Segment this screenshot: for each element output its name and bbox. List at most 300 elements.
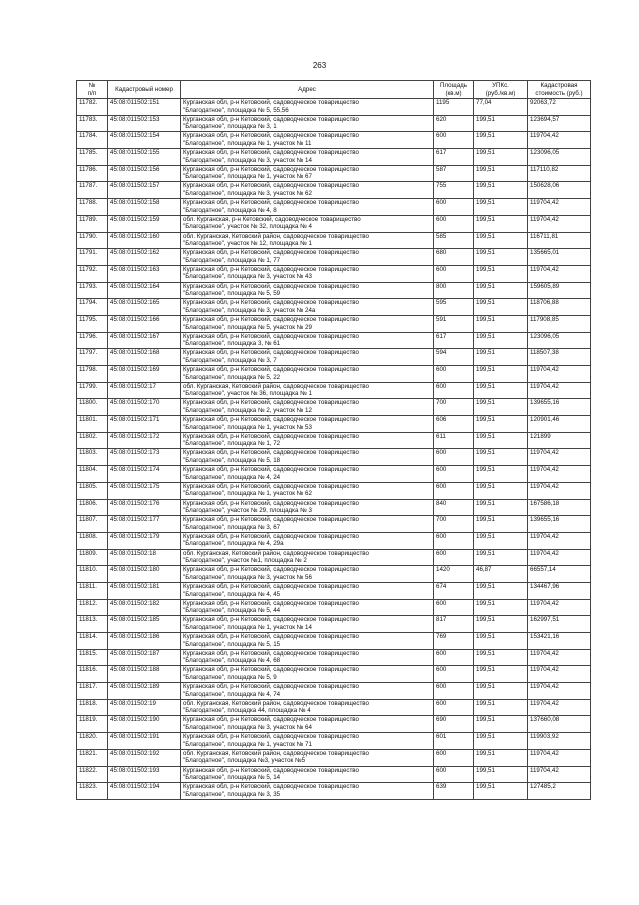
upks-cell: 199,51 <box>474 699 528 716</box>
area-cell: 690 <box>434 716 474 733</box>
upks-cell: 199,51 <box>474 582 528 599</box>
cadastral-number-cell: 45:08:011502:165 <box>108 299 181 316</box>
table-row <box>77 683 591 700</box>
cadastral-cost-cell: 167586,18 <box>528 499 591 516</box>
cadastral-cost-cell: 119704,42 <box>528 699 591 716</box>
address-cell: обл. Курганская, Кетовский район, садоводческое товарищество "Благодатное", площадка 44, площадка № 4 <box>181 699 434 716</box>
row-number-cell: 11801. <box>77 416 108 433</box>
table-row <box>77 499 591 516</box>
address-cell: Курганская обл, р-н Кетовский, садоводческое товарищество "Благодатное", площадка № 3, участок № 64 <box>181 716 434 733</box>
area-cell: 700 <box>434 399 474 416</box>
cadastral-number-cell: 45:08:011502:191 <box>108 733 181 750</box>
row-number-cell: 11815. <box>77 649 108 666</box>
address-cell: Курганская обл, р-н Кетовский, садоводческое товарищество "Благодатное", площадка № 1, участок № 71 <box>181 733 434 750</box>
row-number-cell: 11816. <box>77 666 108 683</box>
table-row <box>77 132 591 149</box>
row-number-cell: 11819. <box>77 716 108 733</box>
upks-cell: 199,51 <box>474 149 528 166</box>
area-cell: 600 <box>434 699 474 716</box>
row-number-cell: 11792. <box>77 265 108 282</box>
upks-cell: 199,51 <box>474 315 528 332</box>
address-cell: обл. Курганская, р-н Кетовский, садоводческое товарищество "Благодатное", участок № 32, площадка № 4 <box>181 215 434 232</box>
row-number-cell: 11793. <box>77 282 108 299</box>
cadastral-cost-cell: 119903,92 <box>528 733 591 750</box>
table-row <box>77 616 591 633</box>
address-cell: Курганская обл, р-н Кетовский, садоводческое товарищество "Благодатное", площадка № 5, 22 <box>181 366 434 383</box>
table-row <box>77 299 591 316</box>
address-cell: обл. Курганская, Кетовский район, садоводческое товарищество "Благодатное", участок № 12, площадка № 1 <box>181 232 434 249</box>
row-number-cell: 11794. <box>77 299 108 316</box>
table-row <box>77 482 591 499</box>
row-number-cell: 11786. <box>77 165 108 182</box>
upks-cell: 199,51 <box>474 516 528 533</box>
upks-cell: 199,51 <box>474 666 528 683</box>
cadastral-number-cell: 45:08:011502:170 <box>108 399 181 416</box>
table-row <box>77 432 591 449</box>
upks-cell: 199,51 <box>474 733 528 750</box>
table-row <box>77 215 591 232</box>
table-row <box>77 532 591 549</box>
area-cell: 594 <box>434 349 474 366</box>
cadastral-cost-cell: 159605,89 <box>528 282 591 299</box>
address-cell: Курганская обл, р-н Кетовский, садоводческое товарищество "Благодатное", площадка № 5, 44 <box>181 599 434 616</box>
table-row <box>77 265 591 282</box>
cadastral-number-cell: 45:08:011502:153 <box>108 115 181 132</box>
area-cell: 587 <box>434 165 474 182</box>
table-row <box>77 516 591 533</box>
upks-cell: 199,51 <box>474 482 528 499</box>
cadastral-cost-cell: 119704,42 <box>528 532 591 549</box>
address-cell: Курганская обл, р-н Кетовский, садоводческое товарищество "Благодатное", площадка № 1, участок № 14 <box>181 616 434 633</box>
row-number-cell: 11823. <box>77 783 108 800</box>
row-number-cell: 11809. <box>77 549 108 566</box>
header-area: Площадь (кв.м) <box>434 81 474 99</box>
cadastral-cost-cell: 127485,2 <box>528 783 591 800</box>
upks-cell: 199,51 <box>474 115 528 132</box>
table-body <box>77 99 591 800</box>
row-number-cell: 11814. <box>77 633 108 650</box>
cadastral-number-cell: 45:08:011502:182 <box>108 599 181 616</box>
area-cell: 600 <box>434 466 474 483</box>
header-cost: Кадастровая стоимость (руб.) <box>528 81 591 99</box>
address-cell: Курганская обл, р-н Кетовский, садоводческое товарищество "Благодатное", площадка № 1, 72 <box>181 432 434 449</box>
row-number-cell: 11811. <box>77 582 108 599</box>
cadastral-cost-cell: 119704,42 <box>528 683 591 700</box>
row-number-cell: 11803. <box>77 449 108 466</box>
cadastral-cost-cell: 117908,85 <box>528 315 591 332</box>
page-number: 263 <box>312 61 327 70</box>
area-cell: 600 <box>434 449 474 466</box>
cadastral-number-cell: 45:08:011502:192 <box>108 749 181 766</box>
area-cell: 600 <box>434 199 474 216</box>
row-number-cell: 11802. <box>77 432 108 449</box>
cadastral-number-cell: 45:08:011502:155 <box>108 149 181 166</box>
upks-cell: 199,51 <box>474 499 528 516</box>
cadastral-number-cell: 45:08:011502:164 <box>108 282 181 299</box>
upks-cell: 199,51 <box>474 382 528 399</box>
address-cell: Курганская обл, р-н Кетовский, садоводческое товарищество "Благодатное", площадка № 4, 29а <box>181 532 434 549</box>
table-row <box>77 99 591 116</box>
cadastral-number-cell: 45:08:011502:188 <box>108 666 181 683</box>
address-cell: Курганская обл, р-н Кетовский, садоводческое товарищество "Благодатное", площадка № 4, 8 <box>181 199 434 216</box>
table-row <box>77 115 591 132</box>
cadastral-cost-cell: 117110,82 <box>528 165 591 182</box>
address-cell: Курганская обл, р-н Кетовский, садоводческое товарищество "Благодатное", участок № 29, площадка № 3 <box>181 499 434 516</box>
table-row <box>77 549 591 566</box>
address-cell: Курганская обл, р-н Кетовский, садоводческое товарищество "Благодатное", площадка № 4, 68 <box>181 649 434 666</box>
area-cell: 800 <box>434 282 474 299</box>
row-number-cell: 11784. <box>77 132 108 149</box>
table-row <box>77 599 591 616</box>
cadastral-cost-cell: 123096,05 <box>528 332 591 349</box>
upks-cell: 199,51 <box>474 282 528 299</box>
cadastral-number-cell: 45:08:011502:158 <box>108 199 181 216</box>
cadastral-cost-cell: 118507,38 <box>528 349 591 366</box>
cadastral-number-cell: 45:08:011502:167 <box>108 332 181 349</box>
area-cell: 617 <box>434 149 474 166</box>
upks-cell: 199,51 <box>474 783 528 800</box>
row-number-cell: 11795. <box>77 315 108 332</box>
area-cell: 674 <box>434 582 474 599</box>
area-cell: 620 <box>434 115 474 132</box>
area-cell: 600 <box>434 549 474 566</box>
cadastral-cost-cell: 139655,16 <box>528 399 591 416</box>
cadastral-number-cell: 45:08:011502:157 <box>108 182 181 199</box>
address-cell: Курганская обл, р-н Кетовский, садоводческое товарищество "Благодатное", площадка № 4, 45 <box>181 582 434 599</box>
address-cell: Курганская обл, р-н Кетовский, садоводческое товарищество "Благодатное", площадка № 3, 1 <box>181 115 434 132</box>
upks-cell: 199,51 <box>474 532 528 549</box>
table-row <box>77 182 591 199</box>
table-row <box>77 366 591 383</box>
upks-cell: 199,51 <box>474 349 528 366</box>
cadastral-cost-cell: 134467,96 <box>528 582 591 599</box>
cadastral-number-cell: 45:08:011502:194 <box>108 783 181 800</box>
area-cell: 600 <box>434 599 474 616</box>
area-cell: 769 <box>434 633 474 650</box>
table-row <box>77 416 591 433</box>
cadastral-number-cell: 45:08:011502:189 <box>108 683 181 700</box>
upks-cell: 199,51 <box>474 649 528 666</box>
row-number-cell: 11789. <box>77 215 108 232</box>
address-cell: Курганская обл, р-н Кетовский, садоводческое товарищество "Благодатное", площадка № 1, участок № 53 <box>181 416 434 433</box>
address-cell: Курганская обл, р-н Кетовский, садоводческое товарищество "Благодатное", площадка № 3, 35 <box>181 783 434 800</box>
row-number-cell: 11821. <box>77 749 108 766</box>
area-cell: 680 <box>434 249 474 266</box>
address-cell: Курганская обл, р-н Кетовский, садоводческое товарищество "Благодатное", площадка № 5, участок № 29 <box>181 315 434 332</box>
area-cell: 817 <box>434 616 474 633</box>
cadastral-cost-cell: 119704,42 <box>528 749 591 766</box>
cadastral-cost-cell: 66557,14 <box>528 566 591 583</box>
table-row <box>77 232 591 249</box>
cadastral-number-cell: 45:08:011502:17 <box>108 382 181 399</box>
upks-cell: 199,51 <box>474 432 528 449</box>
area-cell: 600 <box>434 132 474 149</box>
row-number-cell: 11796. <box>77 332 108 349</box>
cadastral-cost-cell: 119704,42 <box>528 649 591 666</box>
upks-cell: 199,51 <box>474 416 528 433</box>
row-number-cell: 11787. <box>77 182 108 199</box>
table-row <box>77 716 591 733</box>
area-cell: 606 <box>434 416 474 433</box>
cadastral-number-cell: 45:08:011502:154 <box>108 132 181 149</box>
upks-cell: 199,51 <box>474 616 528 633</box>
area-cell: 600 <box>434 482 474 499</box>
address-cell: Курганская обл, р-н Кетовский, садоводческое товарищество "Благодатное", площадка № 5, 9 <box>181 666 434 683</box>
area-cell: 600 <box>434 215 474 232</box>
area-cell: 1195 <box>434 99 474 116</box>
cadastral-number-cell: 45:08:011502:19 <box>108 699 181 716</box>
area-cell: 600 <box>434 749 474 766</box>
cadastral-number-cell: 45:08:011502:181 <box>108 582 181 599</box>
cadastral-cost-cell: 119704,42 <box>528 766 591 783</box>
address-cell: Курганская обл, р-н Кетовский, садоводческое товарищество "Благодатное", площадка № 3, участок № 56 <box>181 566 434 583</box>
table-row <box>77 332 591 349</box>
cadastral-cost-cell: 119704,42 <box>528 466 591 483</box>
cadastral-number-cell: 45:08:011502:166 <box>108 315 181 332</box>
row-number-cell: 11813. <box>77 616 108 633</box>
header-cadastral: Кадастровый номер <box>108 81 181 99</box>
area-cell: 600 <box>434 649 474 666</box>
table-row <box>77 349 591 366</box>
cadastral-cost-cell: 137660,08 <box>528 716 591 733</box>
upks-cell: 199,51 <box>474 215 528 232</box>
upks-cell: 199,51 <box>474 366 528 383</box>
upks-cell: 199,51 <box>474 165 528 182</box>
cadastral-number-cell: 45:08:011502:169 <box>108 366 181 383</box>
area-cell: 600 <box>434 382 474 399</box>
area-cell: 585 <box>434 232 474 249</box>
address-cell: Курганская обл, р-н Кетовский, садоводческое товарищество "Благодатное", площадка № 3, участок № 62 <box>181 182 434 199</box>
cadastral-cost-cell: 162997,51 <box>528 616 591 633</box>
row-number-cell: 11818. <box>77 699 108 716</box>
upks-cell: 199,51 <box>474 232 528 249</box>
cadastral-number-cell: 45:08:011502:156 <box>108 165 181 182</box>
cadastral-cost-cell: 119704,42 <box>528 482 591 499</box>
cadastral-number-cell: 45:08:011502:162 <box>108 249 181 266</box>
cadastral-cost-cell: 119704,42 <box>528 666 591 683</box>
cadastral-number-cell: 45:08:011502:18 <box>108 549 181 566</box>
address-cell: Курганская обл, р-н Кетовский, садоводческое товарищество "Благодатное", площадка № 3, участок № 24а <box>181 299 434 316</box>
area-cell: 755 <box>434 182 474 199</box>
cadastral-cost-cell: 116711,81 <box>528 232 591 249</box>
table-header-row <box>77 81 591 99</box>
row-number-cell: 11820. <box>77 733 108 750</box>
cadastral-cost-cell: 150628,06 <box>528 182 591 199</box>
address-cell: Курганская обл, р-н Кетовский, садоводческое товарищество "Благодатное", площадка № 5, 55,56 <box>181 99 434 116</box>
address-cell: Курганская обл, р-н Кетовский, садоводческое товарищество "Благодатное", площадка № 2, участок № 12 <box>181 399 434 416</box>
area-cell: 591 <box>434 315 474 332</box>
cadastral-number-cell: 45:08:011502:163 <box>108 265 181 282</box>
upks-cell: 199,51 <box>474 449 528 466</box>
cadastral-number-cell: 45:08:011502:187 <box>108 649 181 666</box>
table-row <box>77 633 591 650</box>
address-cell: Курганская обл, р-н Кетовский, садоводческое товарищество "Благодатное", площадка № 1, участок № 67 <box>181 165 434 182</box>
upks-cell: 199,51 <box>474 249 528 266</box>
table-row <box>77 733 591 750</box>
cadastral-number-cell: 45:08:011502:186 <box>108 633 181 650</box>
cadastral-cost-cell: 118706,88 <box>528 299 591 316</box>
table-row <box>77 282 591 299</box>
area-cell: 611 <box>434 432 474 449</box>
address-cell: Курганская обл, р-н Кетовский, садоводческое товарищество "Благодатное", площадка № 5, 59 <box>181 282 434 299</box>
row-number-cell: 11783. <box>77 115 108 132</box>
upks-cell: 46,87 <box>474 566 528 583</box>
area-cell: 600 <box>434 366 474 383</box>
table-row <box>77 766 591 783</box>
cadastral-number-cell: 45:08:011502:179 <box>108 532 181 549</box>
upks-cell: 77,04 <box>474 99 528 116</box>
table-row <box>77 566 591 583</box>
cadastral-number-cell: 45:08:011502:177 <box>108 516 181 533</box>
row-number-cell: 11788. <box>77 199 108 216</box>
address-cell: обл. Курганская, Кетовский район, садоводческое товарищество "Благодатное", площадка №3, участок №5 <box>181 749 434 766</box>
table-row <box>77 149 591 166</box>
area-cell: 617 <box>434 332 474 349</box>
table-row <box>77 699 591 716</box>
cadastral-cost-cell: 135665,01 <box>528 249 591 266</box>
cadastral-cost-cell: 119704,42 <box>528 549 591 566</box>
address-cell: Курганская обл, р-н Кетовский, садоводческое товарищество "Благодатное", площадка 3, № 61 <box>181 332 434 349</box>
row-number-cell: 11807. <box>77 516 108 533</box>
cadastral-number-cell: 45:08:011502:172 <box>108 432 181 449</box>
area-cell: 595 <box>434 299 474 316</box>
cadastral-number-cell: 45:08:011502:168 <box>108 349 181 366</box>
table-row <box>77 649 591 666</box>
table-row <box>77 749 591 766</box>
cadastral-cost-cell: 119704,42 <box>528 265 591 282</box>
upks-cell: 199,51 <box>474 332 528 349</box>
area-cell: 1420 <box>434 566 474 583</box>
cadastral-cost-cell: 92063,72 <box>528 99 591 116</box>
area-cell: 700 <box>434 516 474 533</box>
table-row <box>77 382 591 399</box>
row-number-cell: 11797. <box>77 349 108 366</box>
row-number-cell: 11804. <box>77 466 108 483</box>
upks-cell: 199,51 <box>474 599 528 616</box>
header-address: Адрес <box>181 81 434 99</box>
address-cell: обл. Курганская, Кетовский район, садоводческое товарищество "Благодатное", участок №1, площадка № 2 <box>181 549 434 566</box>
header-num: № п/п <box>77 81 108 99</box>
upks-cell: 199,51 <box>474 716 528 733</box>
area-cell: 840 <box>434 499 474 516</box>
row-number-cell: 11810. <box>77 566 108 583</box>
table-row <box>77 582 591 599</box>
cadastral-table <box>76 80 591 800</box>
cadastral-cost-cell: 119704,42 <box>528 366 591 383</box>
upks-cell: 199,51 <box>474 399 528 416</box>
cadastral-number-cell: 45:08:011502:171 <box>108 416 181 433</box>
table-row <box>77 399 591 416</box>
upks-cell: 199,51 <box>474 299 528 316</box>
address-cell: Курганская обл, р-н Кетовский, садоводческое товарищество "Благодатное", площадка № 3, участок № 43 <box>181 265 434 282</box>
table-row <box>77 449 591 466</box>
area-cell: 600 <box>434 532 474 549</box>
address-cell: Курганская обл, р-н Кетовский, садоводческое товарищество "Благодатное", площадка № 4, 74 <box>181 683 434 700</box>
upks-cell: 199,51 <box>474 265 528 282</box>
table-row <box>77 199 591 216</box>
cadastral-number-cell: 45:08:011502:159 <box>108 215 181 232</box>
upks-cell: 199,51 <box>474 633 528 650</box>
address-cell: Курганская обл, р-н Кетовский, садоводческое товарищество "Благодатное", площадка № 3, 67 <box>181 516 434 533</box>
row-number-cell: 11805. <box>77 482 108 499</box>
cadastral-cost-cell: 119704,42 <box>528 132 591 149</box>
row-number-cell: 11800. <box>77 399 108 416</box>
address-cell: Курганская обл, р-н Кетовский, садоводческое товарищество "Благодатное", площадка № 3, участок № 14 <box>181 149 434 166</box>
area-cell: 600 <box>434 265 474 282</box>
cadastral-number-cell: 45:08:011502:193 <box>108 766 181 783</box>
upks-cell: 199,51 <box>474 749 528 766</box>
table-row <box>77 165 591 182</box>
address-cell: Курганская обл, р-н Кетовский, садоводческое товарищество "Благодатное", площадка № 5, 18 <box>181 449 434 466</box>
row-number-cell: 11791. <box>77 249 108 266</box>
area-cell: 601 <box>434 733 474 750</box>
cadastral-number-cell: 45:08:011502:173 <box>108 449 181 466</box>
table-row <box>77 466 591 483</box>
row-number-cell: 11822. <box>77 766 108 783</box>
table-row <box>77 249 591 266</box>
cadastral-cost-cell: 119704,42 <box>528 215 591 232</box>
upks-cell: 199,51 <box>474 466 528 483</box>
address-cell: Курганская обл, р-н Кетовский, садоводческое товарищество "Благодатное", площадка № 1, участок № 11 <box>181 132 434 149</box>
row-number-cell: 11782. <box>77 99 108 116</box>
upks-cell: 199,51 <box>474 683 528 700</box>
cadastral-number-cell: 45:08:011502:190 <box>108 716 181 733</box>
header-upks: УПКс. (руб./кв.м) <box>474 81 528 99</box>
row-number-cell: 11790. <box>77 232 108 249</box>
row-number-cell: 11812. <box>77 599 108 616</box>
cadastral-number-cell: 45:08:011502:151 <box>108 99 181 116</box>
address-cell: Курганская обл, р-н Кетовский, садоводческое товарищество "Благодатное", площадка № 1, участок № 62 <box>181 482 434 499</box>
cadastral-cost-cell: 119704,42 <box>528 199 591 216</box>
cadastral-cost-cell: 119704,42 <box>528 449 591 466</box>
area-cell: 639 <box>434 783 474 800</box>
cadastral-number-cell: 45:08:011502:175 <box>108 482 181 499</box>
address-cell: Курганская обл, р-н Кетовский, садоводческое товарищество "Благодатное", площадка № 5, 14 <box>181 766 434 783</box>
address-cell: Курганская обл, р-н Кетовский, садоводческое товарищество "Благодатное", площадка № 5, 15 <box>181 633 434 650</box>
upks-cell: 199,51 <box>474 132 528 149</box>
row-number-cell: 11799. <box>77 382 108 399</box>
cadastral-cost-cell: 119704,42 <box>528 382 591 399</box>
cadastral-cost-cell: 119704,42 <box>528 599 591 616</box>
cadastral-cost-cell: 139655,16 <box>528 516 591 533</box>
address-cell: Курганская обл, р-н Кетовский, садоводческое товарищество "Благодатное", площадка № 1, 77 <box>181 249 434 266</box>
cadastral-number-cell: 45:08:011502:180 <box>108 566 181 583</box>
row-number-cell: 11817. <box>77 683 108 700</box>
address-cell: обл. Курганская, Кетовский район, садоводческое товарищество "Благодатное", участок № 36, площадка № 1 <box>181 382 434 399</box>
cadastral-cost-cell: 123096,05 <box>528 149 591 166</box>
cadastral-number-cell: 45:08:011502:185 <box>108 616 181 633</box>
row-number-cell: 11808. <box>77 532 108 549</box>
cadastral-cost-cell: 123694,57 <box>528 115 591 132</box>
cadastral-number-cell: 45:08:011502:160 <box>108 232 181 249</box>
row-number-cell: 11785. <box>77 149 108 166</box>
table-row <box>77 783 591 800</box>
upks-cell: 199,51 <box>474 766 528 783</box>
area-cell: 600 <box>434 666 474 683</box>
upks-cell: 199,51 <box>474 182 528 199</box>
area-cell: 600 <box>434 683 474 700</box>
address-cell: Курганская обл, р-н Кетовский, садоводческое товарищество "Благодатное", площадка № 4, 24 <box>181 466 434 483</box>
upks-cell: 199,51 <box>474 199 528 216</box>
upks-cell: 199,51 <box>474 549 528 566</box>
cadastral-number-cell: 45:08:011502:176 <box>108 499 181 516</box>
row-number-cell: 11798. <box>77 366 108 383</box>
cadastral-cost-cell: 121899 <box>528 432 591 449</box>
table-row <box>77 315 591 332</box>
cadastral-cost-cell: 153421,16 <box>528 633 591 650</box>
cadastral-cost-cell: 120901,46 <box>528 416 591 433</box>
table-row <box>77 666 591 683</box>
